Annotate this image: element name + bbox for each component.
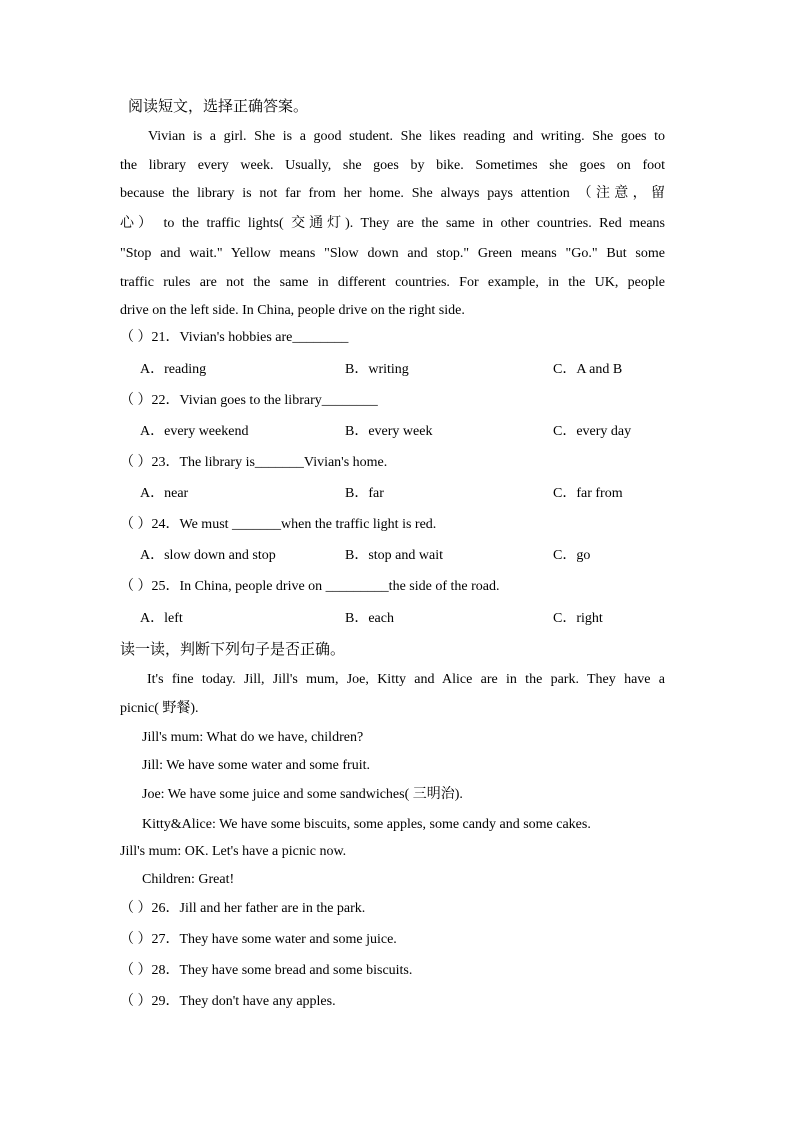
passage-line: because the library is not far from her home. She always pays attention （注意，留 [120, 186, 665, 201]
statement-27: （ ）27．They have some water and some juice. [120, 932, 397, 947]
option-21-c: C．A and B [553, 362, 623, 377]
option-25-c: C．right [553, 611, 603, 626]
section1-title: 阅读短文，选择正确答案。 [128, 97, 309, 115]
option-22-a: A．every weekend [140, 424, 249, 439]
dialogue-line: Jill's mum: OK. Let's have a picnic now. [120, 844, 347, 859]
statement-29: （ ）29．They don't have any apples. [120, 994, 336, 1009]
statement-26: （ ）26．Jill and her father are in the park. [120, 901, 366, 916]
section2-intro [120, 666, 665, 723]
option-21-b: B．writing [345, 362, 409, 377]
section2-title: 读一读，判断下列句子是否正确。 [120, 640, 346, 658]
option-24-b: B．stop and wait [345, 548, 443, 563]
question-22: （ ）22．Vivian goes to the library________ [120, 393, 378, 408]
question-21: （ ）21．Vivian's hobbies are________ [120, 330, 349, 345]
question-23: （ ）23．The library is_______Vivian's home. [120, 455, 388, 470]
option-21-a: A．reading [140, 362, 207, 377]
statement-28: （ ）28．They have some bread and some biscuits. [120, 963, 413, 978]
option-24-c: C．go [553, 548, 591, 563]
option-23-a: A．near [140, 486, 189, 501]
passage-line: traffic rules are not the same in different countries. For example, in the UK, people [120, 274, 665, 290]
option-22-c: C．every day [553, 424, 632, 439]
section1-passage [120, 123, 665, 326]
passage-line: "Stop and wait." Yellow means "Slow down and stop." Green means "Go." But some [120, 245, 665, 261]
passage-line: drive on the left side. In China, people drive on the right side. [120, 303, 465, 318]
question-24: （ ）24．We must _______when the traffic light is red. [120, 517, 437, 532]
intro-line: It's fine today. Jill, Jill's mum, Joe, Kitty and Alice are in the park. They have a [147, 672, 665, 687]
dialogue-line: Children: Great! [142, 872, 235, 887]
passage-line: Vivian is a girl. She is a good student. She likes reading and writing. She goes to [148, 129, 665, 144]
passage-line: 心） to the traffic lights( 交通灯). They are the same in other countries. Red means [120, 215, 665, 231]
option-22-b: B．every week [345, 424, 433, 439]
dialogue-line: Jill: We have some water and some fruit. [142, 758, 370, 773]
option-23-b: B．far [345, 486, 384, 501]
option-25-a: A．left [140, 611, 183, 626]
dialogue-line: Kitty&Alice: We have some biscuits, some apples, some candy and some cakes. [142, 817, 591, 832]
intro-line: picnic( 野餐). [120, 700, 199, 716]
question-25: （ ）25．In China, people drive on _________the side of the road. [120, 579, 500, 594]
dialogue-line: Jill's mum: What do we have, children? [142, 730, 364, 745]
option-24-a: A．slow down and stop [140, 548, 276, 563]
passage-line: the library every week. Usually, she goes by bike. Sometimes she goes on foot [120, 157, 665, 173]
option-23-c: C．far from [553, 486, 623, 501]
dialogue-line: Joe: We have some juice and some sandwiches( 三明治). [142, 787, 463, 802]
option-25-b: B．each [345, 611, 394, 626]
